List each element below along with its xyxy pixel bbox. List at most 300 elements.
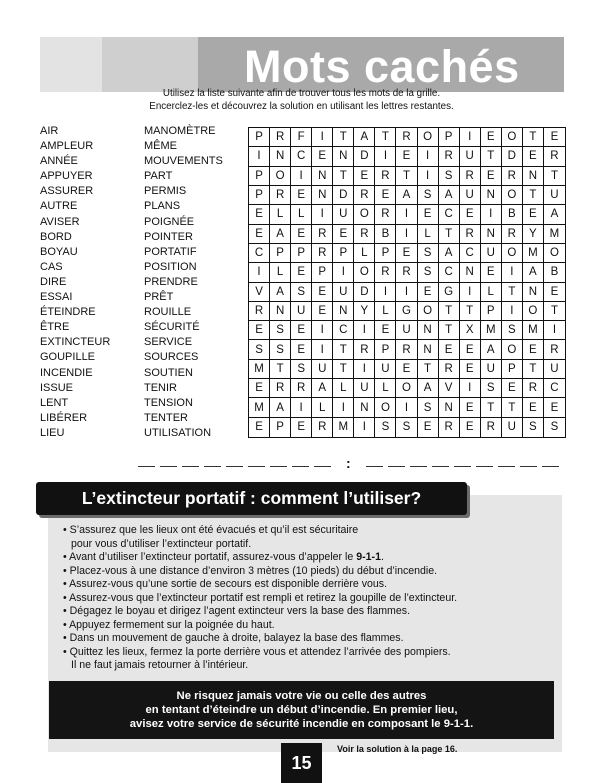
grid-cell[interactable]: U: [481, 360, 502, 379]
grid-cell[interactable]: D: [354, 147, 375, 166]
grid-cell[interactable]: T: [502, 398, 523, 417]
grid-cell[interactable]: E: [312, 147, 333, 166]
grid-cell[interactable]: D: [502, 147, 523, 166]
grid-cell[interactable]: T: [544, 302, 565, 321]
grid-cell[interactable]: R: [354, 225, 375, 244]
grid-cell[interactable]: E: [291, 418, 312, 437]
grid-cell[interactable]: L: [375, 379, 396, 398]
grid-cell[interactable]: E: [502, 379, 523, 398]
grid-cell[interactable]: N: [312, 186, 333, 205]
grid-cell[interactable]: S: [418, 244, 439, 263]
warning-box: [49, 681, 554, 739]
grid-cell[interactable]: O: [418, 302, 439, 321]
answer-blank[interactable]: [270, 466, 287, 467]
grid-cell[interactable]: M: [249, 360, 270, 379]
grid-cell[interactable]: A: [439, 186, 460, 205]
grid-cell[interactable]: I: [312, 128, 333, 147]
grid-cell[interactable]: M: [481, 321, 502, 340]
grid-cell[interactable]: N: [270, 147, 291, 166]
bullet-item: • Appuyez fermement sur la poignée du haut.: [63, 618, 275, 631]
grid-cell[interactable]: P: [502, 360, 523, 379]
grid-cell[interactable]: E: [396, 244, 417, 263]
grid-cell[interactable]: N: [354, 398, 375, 417]
grid-cell[interactable]: P: [481, 302, 502, 321]
grid-cell[interactable]: P: [270, 244, 291, 263]
grid-cell[interactable]: I: [460, 379, 481, 398]
grid-cell[interactable]: T: [333, 340, 354, 359]
grid-cell[interactable]: C: [544, 379, 565, 398]
grid-cell[interactable]: T: [481, 147, 502, 166]
answer-blank[interactable]: [476, 466, 493, 467]
word-list-item: ÊTRE: [40, 321, 70, 334]
answer-blank[interactable]: [366, 466, 383, 467]
grid-cell[interactable]: O: [523, 302, 544, 321]
grid-cell[interactable]: R: [396, 340, 417, 359]
grid-cell[interactable]: E: [291, 225, 312, 244]
grid-cell[interactable]: I: [312, 321, 333, 340]
grid-cell[interactable]: L: [312, 398, 333, 417]
grid-cell[interactable]: A: [481, 340, 502, 359]
grid-cell[interactable]: E: [312, 283, 333, 302]
grid-cell[interactable]: L: [481, 283, 502, 302]
grid-cell[interactable]: B: [375, 225, 396, 244]
grid-cell[interactable]: I: [502, 263, 523, 282]
grid-cell[interactable]: N: [523, 283, 544, 302]
word-list-item: ESSAI: [40, 291, 73, 304]
grid-cell[interactable]: T: [270, 360, 291, 379]
grid-cell[interactable]: E: [249, 379, 270, 398]
grid-cell[interactable]: P: [270, 418, 291, 437]
grid-cell[interactable]: T: [460, 302, 481, 321]
solution-reference-note: Voir la solution à la page 16.: [337, 744, 458, 754]
grid-cell[interactable]: S: [291, 360, 312, 379]
grid-cell[interactable]: A: [270, 398, 291, 417]
grid-cell[interactable]: A: [312, 379, 333, 398]
grid-cell[interactable]: O: [502, 244, 523, 263]
grid-cell[interactable]: N: [439, 398, 460, 417]
grid-cell[interactable]: S: [270, 321, 291, 340]
grid-cell[interactable]: T: [418, 360, 439, 379]
grid-cell[interactable]: U: [333, 205, 354, 224]
grid-cell[interactable]: O: [544, 244, 565, 263]
grid-cell[interactable]: I: [375, 283, 396, 302]
grid-cell[interactable]: I: [291, 398, 312, 417]
grid-cell[interactable]: R: [481, 418, 502, 437]
word-list-item: SOUTIEN: [144, 366, 193, 379]
grid-cell[interactable]: U: [396, 321, 417, 340]
grid-cell[interactable]: T: [523, 128, 544, 147]
grid-cell[interactable]: R: [270, 379, 291, 398]
grid-cell[interactable]: R: [502, 167, 523, 186]
grid-cell[interactable]: L: [418, 225, 439, 244]
grid-cell[interactable]: N: [418, 340, 439, 359]
word-list-item: AMPLEUR: [40, 140, 94, 153]
warning-line: Ne risquez jamais votre vie ou celle des autres: [176, 690, 427, 702]
grid-cell[interactable]: U: [354, 379, 375, 398]
grid-cell[interactable]: E: [249, 205, 270, 224]
grid-cell[interactable]: I: [333, 263, 354, 282]
grid-cell[interactable]: R: [502, 225, 523, 244]
grid-cell[interactable]: T: [544, 167, 565, 186]
grid-cell[interactable]: I: [418, 147, 439, 166]
grid-cell[interactable]: P: [249, 128, 270, 147]
grid-cell[interactable]: A: [523, 263, 544, 282]
grid-cell[interactable]: C: [249, 244, 270, 263]
grid-cell[interactable]: E: [291, 321, 312, 340]
grid-cell[interactable]: T: [439, 225, 460, 244]
word-list-item: DIRE: [40, 275, 67, 288]
grid-cell[interactable]: R: [544, 147, 565, 166]
grid-cell[interactable]: P: [375, 244, 396, 263]
grid-cell[interactable]: R: [439, 360, 460, 379]
grid-cell[interactable]: O: [418, 128, 439, 147]
grid-cell[interactable]: U: [460, 186, 481, 205]
grid-cell[interactable]: Y: [523, 225, 544, 244]
word-list-item: SOURCES: [144, 351, 199, 364]
answer-blank[interactable]: [292, 466, 309, 467]
grid-cell[interactable]: R: [270, 186, 291, 205]
answer-blank[interactable]: [314, 466, 331, 467]
grid-cell[interactable]: R: [312, 244, 333, 263]
grid-cell[interactable]: M: [333, 418, 354, 437]
grid-cell[interactable]: L: [333, 379, 354, 398]
word-list-item: TENSION: [144, 396, 193, 409]
grid-cell[interactable]: I: [375, 147, 396, 166]
grid-cell[interactable]: E: [481, 263, 502, 282]
grid-cell[interactable]: I: [418, 167, 439, 186]
grid-cell[interactable]: E: [418, 418, 439, 437]
grid-cell[interactable]: S: [375, 418, 396, 437]
grid-cell[interactable]: X: [460, 321, 481, 340]
word-list-item: GOUPILLE: [40, 351, 96, 364]
grid-cell[interactable]: A: [270, 283, 291, 302]
word-list-item: PRÊT: [144, 291, 174, 304]
grid-cell[interactable]: G: [396, 302, 417, 321]
word-list-column-1: [40, 124, 110, 441]
grid-cell[interactable]: U: [291, 302, 312, 321]
grid-cell[interactable]: E: [523, 147, 544, 166]
grid-cell[interactable]: N: [270, 302, 291, 321]
grid-cell[interactable]: E: [249, 418, 270, 437]
grid-cell[interactable]: E: [523, 340, 544, 359]
grid-cell[interactable]: A: [418, 379, 439, 398]
bullet-text-end: .: [380, 551, 384, 563]
answer-blank[interactable]: [248, 466, 265, 467]
grid-cell[interactable]: M: [249, 398, 270, 417]
grid-cell[interactable]: E: [312, 302, 333, 321]
grid-cell[interactable]: E: [460, 418, 481, 437]
grid-cell[interactable]: L: [270, 263, 291, 282]
grid-cell[interactable]: P: [249, 186, 270, 205]
grid-cell[interactable]: T: [439, 321, 460, 340]
grid-cell[interactable]: R: [460, 167, 481, 186]
grid-cell[interactable]: B: [502, 205, 523, 224]
grid-cell[interactable]: L: [354, 244, 375, 263]
word-list-item: PRENDRE: [144, 275, 198, 288]
bullet-item-continuation: Il ne faut jamais retourner à l’intérieur.: [71, 659, 249, 671]
grid-cell[interactable]: A: [396, 186, 417, 205]
grid-cell[interactable]: S: [523, 418, 544, 437]
grid-cell[interactable]: T: [333, 360, 354, 379]
grid-cell[interactable]: R: [291, 379, 312, 398]
grid-cell[interactable]: M: [523, 244, 544, 263]
grid-cell[interactable]: Y: [354, 302, 375, 321]
grid-cell[interactable]: A: [270, 225, 291, 244]
grid-cell[interactable]: E: [396, 147, 417, 166]
grid-cell[interactable]: O: [502, 340, 523, 359]
grid-cell[interactable]: N: [481, 186, 502, 205]
word-list-item: PLANS: [144, 200, 181, 213]
answer-blank[interactable]: [432, 466, 449, 467]
word-list-item: APPUYER: [40, 170, 93, 183]
grid-cell[interactable]: M: [523, 321, 544, 340]
grid-cell[interactable]: I: [396, 205, 417, 224]
grid-cell[interactable]: V: [249, 283, 270, 302]
header-band-light: [40, 37, 102, 92]
grid-cell[interactable]: S: [481, 379, 502, 398]
grid-cell[interactable]: R: [396, 263, 417, 282]
grid-cell[interactable]: T: [375, 128, 396, 147]
grid-cell[interactable]: P: [291, 244, 312, 263]
grid-cell[interactable]: E: [460, 205, 481, 224]
grid-cell[interactable]: E: [544, 128, 565, 147]
grid-cell[interactable]: U: [312, 360, 333, 379]
grid-cell[interactable]: E: [481, 167, 502, 186]
word-list-item: UTILISATION: [144, 426, 212, 439]
grid-cell[interactable]: E: [523, 205, 544, 224]
bullet-item: • Dans un mouvement de gauche à droite, balayez la base des flammes.: [63, 632, 404, 644]
grid-cell[interactable]: M: [544, 225, 565, 244]
grid-cell[interactable]: T: [481, 398, 502, 417]
grid-cell[interactable]: L: [270, 205, 291, 224]
grid-cell[interactable]: V: [439, 379, 460, 398]
grid-cell[interactable]: U: [544, 360, 565, 379]
grid-cell[interactable]: U: [502, 418, 523, 437]
grid-cell[interactable]: S: [249, 340, 270, 359]
word-list-item: ROUILLE: [144, 306, 192, 319]
bullet-item: • Dégagez le boyau et dirigez l’agent extincteur vers la base des flammes.: [63, 605, 411, 617]
grid-cell[interactable]: A: [354, 128, 375, 147]
grid-cell[interactable]: E: [418, 283, 439, 302]
bullet-item: • Assurez-vous qu’une sortie de secours est disponible derrière vous.: [63, 578, 388, 590]
grid-cell[interactable]: S: [418, 263, 439, 282]
grid-cell[interactable]: E: [291, 340, 312, 359]
grid-cell[interactable]: I: [249, 147, 270, 166]
answer-blank[interactable]: [182, 466, 199, 467]
answer-blank[interactable]: [388, 466, 405, 467]
grid-cell[interactable]: I: [312, 340, 333, 359]
grid-cell[interactable]: R: [439, 418, 460, 437]
grid-cell[interactable]: D: [354, 283, 375, 302]
grid-cell[interactable]: S: [270, 340, 291, 359]
emergency-number: 9-1-1: [356, 551, 381, 563]
warning-line: avisez votre service de sécurité incendie en composant le 9-1-1.: [129, 718, 474, 730]
grid-cell[interactable]: T: [439, 302, 460, 321]
grid-cell[interactable]: C: [333, 321, 354, 340]
answer-blank[interactable]: [542, 466, 559, 467]
grid-cell[interactable]: N: [418, 321, 439, 340]
grid-cell[interactable]: I: [481, 205, 502, 224]
answer-blank[interactable]: [498, 466, 515, 467]
grid-cell[interactable]: O: [270, 167, 291, 186]
grid-cell[interactable]: O: [502, 186, 523, 205]
grid-cell[interactable]: R: [354, 186, 375, 205]
grid-cell[interactable]: O: [502, 128, 523, 147]
grid-cell[interactable]: N: [481, 225, 502, 244]
grid-cell[interactable]: E: [460, 398, 481, 417]
grid-cell[interactable]: S: [418, 186, 439, 205]
grid-cell[interactable]: P: [333, 244, 354, 263]
bullet-item: • Quittez les lieux, fermez la porte derrière vous et attendez l’arrivée des pompiers.: [63, 645, 451, 658]
grid-cell[interactable]: I: [460, 128, 481, 147]
grid-cell[interactable]: I: [396, 225, 417, 244]
grid-cell[interactable]: O: [396, 379, 417, 398]
word-search-grid[interactable]: [248, 127, 566, 438]
grid-cell[interactable]: L: [375, 302, 396, 321]
grid-cell[interactable]: E: [460, 360, 481, 379]
grid-cell[interactable]: N: [460, 263, 481, 282]
grid-cell[interactable]: U: [333, 283, 354, 302]
grid-cell[interactable]: P: [312, 263, 333, 282]
grid-cell[interactable]: S: [550, 421, 559, 434]
grid-cell[interactable]: A: [544, 205, 565, 224]
grid-cell[interactable]: O: [354, 263, 375, 282]
grid-cell[interactable]: U: [460, 147, 481, 166]
grid-cell[interactable]: U: [544, 186, 565, 205]
grid-cell[interactable]: I: [396, 398, 417, 417]
word-list-item: BORD: [40, 230, 72, 243]
grid-cell[interactable]: E: [249, 321, 270, 340]
grid-cell[interactable]: F: [291, 128, 312, 147]
grid-cell[interactable]: R: [312, 225, 333, 244]
answer-blank[interactable]: [160, 466, 177, 467]
answer-blank[interactable]: [204, 466, 221, 467]
grid-cell[interactable]: I: [544, 321, 565, 340]
grid-cell[interactable]: R: [439, 147, 460, 166]
grid-cell[interactable]: R: [270, 128, 291, 147]
grid-cell[interactable]: R: [523, 379, 544, 398]
grid-cell[interactable]: B: [544, 263, 565, 282]
answer-blank[interactable]: [410, 466, 427, 467]
grid-cell[interactable]: S: [396, 418, 417, 437]
grid-cell[interactable]: C: [460, 244, 481, 263]
answer-blank[interactable]: [138, 466, 155, 467]
grid-cell[interactable]: O: [354, 205, 375, 224]
grid-cell[interactable]: R: [375, 263, 396, 282]
grid-cell[interactable]: D: [333, 186, 354, 205]
grid-cell[interactable]: C: [291, 147, 312, 166]
word-list-item: PORTATIF: [144, 245, 197, 258]
word-list-item: POSITION: [144, 260, 197, 273]
grid-cell[interactable]: T: [396, 167, 417, 186]
grid-cell[interactable]: A: [439, 244, 460, 263]
grid-cell[interactable]: C: [439, 205, 460, 224]
grid-cell[interactable]: I: [460, 283, 481, 302]
grid-cell[interactable]: E: [439, 340, 460, 359]
grid-cell[interactable]: P: [375, 340, 396, 359]
grid-cell[interactable]: E: [460, 340, 481, 359]
bullet-item: • S’assurez que les lieux ont été évacués et qu’il est sécuritaire: [63, 524, 359, 536]
grid-cell[interactable]: T: [523, 186, 544, 205]
grid-cell[interactable]: E: [249, 225, 270, 244]
grid-cell[interactable]: P: [439, 128, 460, 147]
grid-cell[interactable]: S: [439, 167, 460, 186]
grid-cell[interactable]: E: [375, 321, 396, 340]
grid-cell[interactable]: S: [291, 283, 312, 302]
grid-cell[interactable]: E: [333, 225, 354, 244]
grid-cell[interactable]: U: [481, 244, 502, 263]
grid-cell[interactable]: N: [333, 302, 354, 321]
grid-cell[interactable]: E: [291, 263, 312, 282]
grid-cell[interactable]: I: [354, 321, 375, 340]
grid-cell[interactable]: E: [354, 167, 375, 186]
answer-blank[interactable]: [454, 466, 471, 467]
word-list-item: TENIR: [144, 381, 177, 394]
grid-cell[interactable]: E: [396, 360, 417, 379]
grid-cell[interactable]: N: [312, 167, 333, 186]
grid-cell[interactable]: R: [249, 302, 270, 321]
grid-cell[interactable]: S: [418, 398, 439, 417]
grid-cell[interactable]: P: [249, 167, 270, 186]
grid-cell[interactable]: E: [481, 128, 502, 147]
grid-cell[interactable]: I: [396, 283, 417, 302]
grid-cell[interactable]: R: [375, 205, 396, 224]
grid-cell[interactable]: E: [544, 398, 565, 417]
word-list-item: MANOMÈTRE: [144, 125, 216, 137]
word-list-item: BOYAU: [40, 245, 78, 258]
word-list-item: CAS: [40, 260, 63, 273]
grid-cell[interactable]: E: [375, 186, 396, 205]
grid-cell[interactable]: L: [291, 205, 312, 224]
answer-blank[interactable]: [520, 466, 537, 467]
answer-blank[interactable]: [226, 466, 243, 467]
grid-cell[interactable]: S: [502, 321, 523, 340]
grid-cell[interactable]: O: [375, 398, 396, 417]
grid-cell[interactable]: R: [375, 167, 396, 186]
grid-cell[interactable]: T: [502, 283, 523, 302]
grid-cell[interactable]: R: [354, 340, 375, 359]
grid-cell[interactable]: I: [291, 167, 312, 186]
grid-cell[interactable]: I: [502, 302, 523, 321]
bullet-text: • Avant d’utiliser l’extincteur portatif, assurez-vous d’appeler le: [63, 551, 357, 563]
panel-title: L’extincteur portatif : comment l’utiliser?: [36, 482, 467, 515]
grid-cell[interactable]: E: [418, 205, 439, 224]
grid-cell[interactable]: I: [333, 398, 354, 417]
grid-cell[interactable]: R: [460, 225, 481, 244]
grid-cell[interactable]: T: [333, 167, 354, 186]
grid-cell[interactable]: G: [439, 283, 460, 302]
grid-cell[interactable]: I: [354, 418, 375, 437]
grid-cell[interactable]: E: [544, 283, 565, 302]
grid-cell[interactable]: I: [354, 360, 375, 379]
grid-cell[interactable]: N: [523, 167, 544, 186]
grid-cell[interactable]: N: [333, 147, 354, 166]
grid-cell[interactable]: T: [523, 360, 544, 379]
grid-cell[interactable]: T: [333, 128, 354, 147]
grid-cell[interactable]: E: [523, 398, 544, 417]
grid-cell[interactable]: E: [291, 186, 312, 205]
grid-cell[interactable]: R: [396, 128, 417, 147]
grid-cell[interactable]: I: [312, 205, 333, 224]
grid-cell[interactable]: U: [375, 360, 396, 379]
grid-cell[interactable]: R: [312, 418, 333, 437]
grid-cell[interactable]: I: [249, 263, 270, 282]
word-list-item: POIGNÉE: [144, 215, 195, 228]
grid-cell[interactable]: R: [544, 340, 565, 359]
solution-answer-line[interactable]: [138, 455, 563, 471]
grid-cell[interactable]: C: [439, 263, 460, 282]
word-list-item: AIR: [40, 125, 59, 137]
